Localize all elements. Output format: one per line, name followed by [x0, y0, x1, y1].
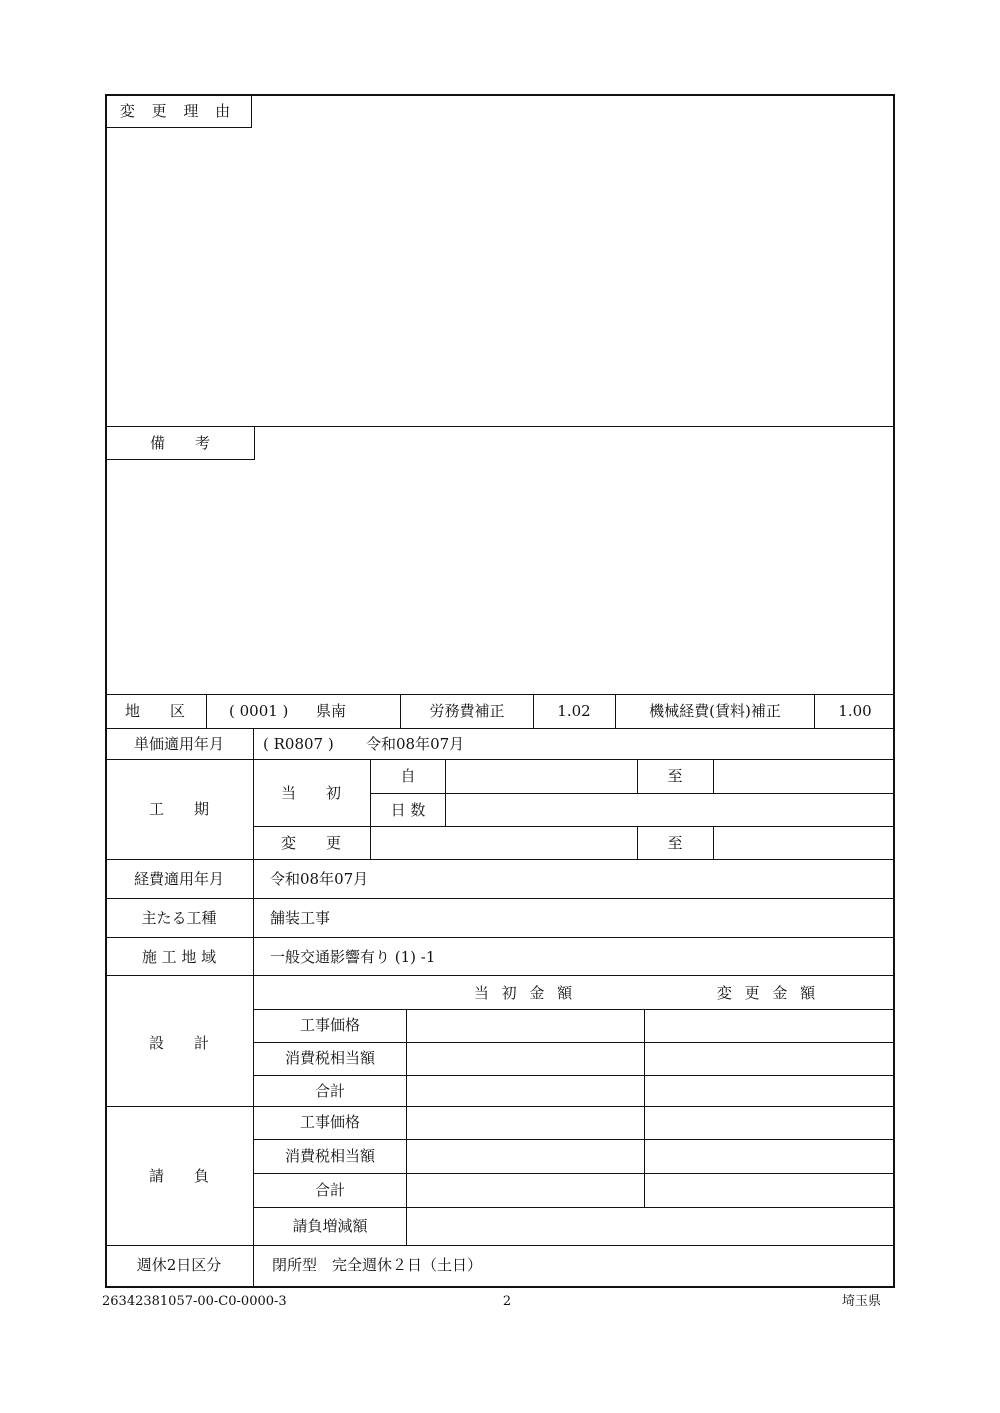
- rule: [445, 759, 446, 826]
- weekly-value: 閉所型 完全週休２日（土日）: [272, 1256, 483, 1274]
- rule: [206, 694, 207, 728]
- period-days-label: 日 数: [390, 801, 426, 819]
- expense-label: 経費適用年月: [133, 870, 225, 888]
- footer-org: 埼玉県: [841, 1294, 881, 1309]
- rule: [253, 1173, 895, 1174]
- rule: [253, 1009, 895, 1010]
- rule: [105, 937, 895, 938]
- rule: [713, 826, 714, 859]
- labor-adjust-value: 1.02: [557, 702, 591, 720]
- design-total-label: 合計: [314, 1082, 346, 1100]
- rule: [370, 759, 371, 859]
- district-code: ( 0001 ): [229, 702, 289, 720]
- rule: [713, 759, 714, 793]
- rule: [105, 1245, 895, 1246]
- main-work-label: 主たる工種: [141, 909, 217, 927]
- remarks-label: 備 考: [149, 434, 211, 452]
- weekly-label: 週休2日区分: [136, 1256, 222, 1274]
- rule: [105, 728, 895, 729]
- period-label: 工 期: [148, 800, 210, 818]
- rule: [637, 826, 638, 859]
- district-label: 地 区: [124, 702, 186, 720]
- rule: [105, 1106, 895, 1107]
- design-tax-label: 消費税相当額: [284, 1049, 376, 1067]
- period-to-label: 至: [667, 767, 683, 785]
- footer-page-number: 2: [502, 1294, 512, 1309]
- area-label: 施 工 地 域: [141, 948, 217, 966]
- labor-adjust-label: 労務費補正: [429, 702, 505, 720]
- contract-tax-label: 消費税相当額: [284, 1147, 376, 1165]
- period-change-to-label: 至: [667, 834, 683, 852]
- period-from-label: 自: [400, 767, 416, 785]
- unit-price-label: 単価適用年月: [133, 735, 225, 753]
- rule: [105, 859, 895, 860]
- rule: [615, 694, 616, 728]
- unit-price-code: ( R0807 ): [263, 735, 334, 753]
- expense-value: 令和08年07月: [270, 870, 369, 888]
- rule: [644, 1009, 645, 1207]
- contract-price-label: 工事価格: [299, 1113, 361, 1131]
- rule: [406, 1009, 407, 1245]
- amount-header-initial: 当 初 金 額: [473, 984, 577, 1002]
- design-label: 設 計: [148, 1034, 210, 1052]
- rule: [400, 694, 401, 728]
- rule: [637, 759, 638, 793]
- rule: [253, 1139, 895, 1140]
- rule: [814, 694, 815, 728]
- rule: [105, 694, 895, 695]
- rule: [253, 1042, 895, 1043]
- rule: [253, 728, 254, 1288]
- district-name: 県南: [316, 702, 347, 720]
- machine-adjust-value: 1.00: [838, 702, 872, 720]
- contract-diff-label: 請負増減額: [292, 1217, 368, 1235]
- footer-doc-id: 26342381057-00-C0-0000-3: [102, 1294, 287, 1309]
- design-price-label: 工事価格: [299, 1016, 361, 1034]
- unit-price-value: 令和08年07月: [366, 735, 465, 753]
- rule: [105, 975, 895, 976]
- rule: [105, 759, 895, 760]
- form-frame: [105, 94, 895, 1288]
- amount-header-change: 変 更 金 額: [716, 984, 820, 1002]
- change-reason-label: 変 更 理 由: [119, 102, 237, 120]
- rule: [105, 898, 895, 899]
- period-initial-label: 当 初: [280, 784, 342, 802]
- rule: [533, 694, 534, 728]
- main-work-value: 舗装工事: [270, 909, 331, 927]
- rule: [253, 1207, 895, 1208]
- rule: [370, 793, 895, 794]
- rule: [253, 1075, 895, 1076]
- machine-adjust-label: 機械経費(賃料)補正: [649, 702, 781, 720]
- contract-label: 請 負: [148, 1167, 210, 1185]
- contract-total-label: 合計: [314, 1181, 346, 1199]
- period-change-label: 変 更: [280, 834, 342, 852]
- rule: [253, 826, 895, 827]
- area-value: 一般交通影響有り (1) -1: [270, 948, 436, 966]
